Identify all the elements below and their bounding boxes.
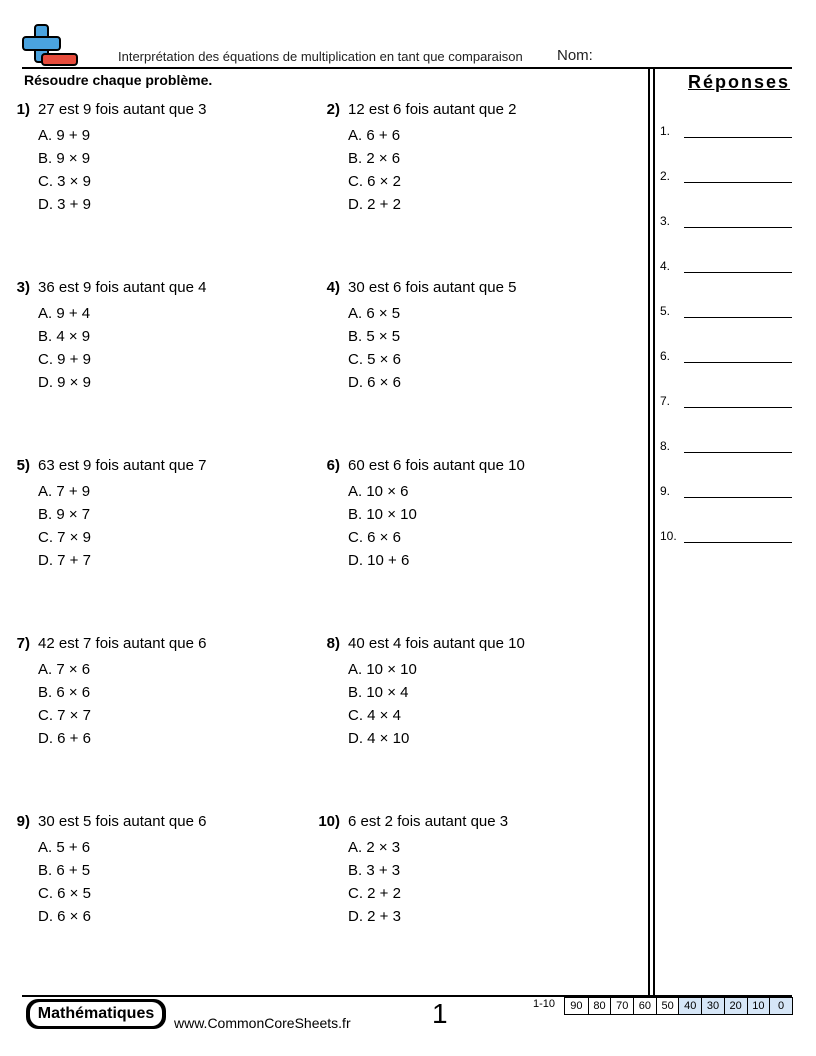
answer-label: 5. bbox=[660, 304, 671, 318]
answer-blank[interactable] bbox=[684, 452, 792, 453]
site-url[interactable]: www.CommonCoreSheets.fr bbox=[174, 1015, 351, 1031]
score-cell: 30 bbox=[701, 998, 724, 1014]
score-cell: 80 bbox=[588, 998, 611, 1014]
answer-line[interactable] bbox=[660, 259, 792, 279]
answer-label: 6. bbox=[660, 349, 671, 363]
answer-option: D. 4 × 10 bbox=[348, 730, 410, 747]
answer-option: D. 6 × 6 bbox=[348, 374, 401, 391]
answer-option: B. 10 × 4 bbox=[348, 684, 409, 701]
problem-number: 6) bbox=[326, 457, 340, 474]
answer-label: 3. bbox=[660, 214, 671, 228]
score-cell: 50 bbox=[656, 998, 679, 1014]
answer-option: B. 5 × 5 bbox=[348, 328, 401, 345]
answer-line[interactable] bbox=[660, 349, 792, 369]
answer-option: B. 6 + 5 bbox=[38, 862, 91, 879]
answer-label: 7. bbox=[660, 394, 671, 408]
score-cell: 10 bbox=[747, 998, 770, 1014]
answer-blank[interactable] bbox=[684, 497, 792, 498]
answer-option: A. 5 + 6 bbox=[38, 839, 91, 856]
top-divider bbox=[22, 67, 792, 69]
answer-option: A. 10 × 10 bbox=[348, 661, 417, 678]
answer-option: C. 6 × 6 bbox=[348, 529, 401, 546]
answer-option: B. 9 × 7 bbox=[38, 506, 91, 523]
answer-option: A. 7 + 9 bbox=[38, 483, 91, 500]
answer-option: A. 9 + 9 bbox=[38, 127, 91, 144]
answer-option: B. 10 × 10 bbox=[348, 506, 417, 523]
problem-number: 3) bbox=[16, 279, 30, 296]
answer-label: 10. bbox=[660, 529, 677, 543]
answer-option: B. 3 + 3 bbox=[348, 862, 401, 879]
answer-label: 8. bbox=[660, 439, 671, 453]
answer-option: D. 2 + 3 bbox=[348, 908, 401, 925]
answer-option: B. 2 × 6 bbox=[348, 150, 401, 167]
worksheet-title: Interprétation des équations de multiplication en tant que comparaison bbox=[118, 49, 523, 64]
answers-title: Réponses bbox=[688, 72, 791, 92]
answer-label: 9. bbox=[660, 484, 671, 498]
score-cell: 20 bbox=[724, 998, 747, 1014]
answer-option: C. 4 × 4 bbox=[348, 707, 401, 724]
instructions: Résoudre chaque problème. bbox=[24, 72, 213, 88]
answer-option: D. 9 × 9 bbox=[38, 374, 91, 391]
answer-blank[interactable] bbox=[684, 227, 792, 228]
answer-blank[interactable] bbox=[684, 182, 792, 183]
brand-label: Mathématiques bbox=[30, 1002, 162, 1026]
answer-option: C. 2 + 2 bbox=[348, 885, 401, 902]
answer-option: D. 2 + 2 bbox=[348, 196, 401, 213]
problem-statement: 40 est 4 fois autant que 10 bbox=[348, 635, 525, 652]
problem-number: 1) bbox=[16, 101, 30, 118]
answer-option: A. 9 + 4 bbox=[38, 305, 91, 322]
answer-blank[interactable] bbox=[684, 407, 792, 408]
answer-line[interactable] bbox=[660, 484, 792, 504]
problem-statement: 30 est 5 fois autant que 6 bbox=[38, 813, 207, 830]
answer-option: A. 2 × 3 bbox=[348, 839, 401, 856]
answer-blank[interactable] bbox=[684, 137, 792, 138]
answer-option: B. 4 × 9 bbox=[38, 328, 91, 345]
column-divider bbox=[648, 67, 650, 996]
problem-statement: 27 est 9 fois autant que 3 bbox=[38, 101, 207, 118]
answer-option: D. 6 + 6 bbox=[38, 730, 91, 747]
score-cell: 90 bbox=[570, 1000, 583, 1012]
score-cell: 60 bbox=[633, 998, 656, 1014]
answer-option: A. 6 × 5 bbox=[348, 305, 401, 322]
score-table bbox=[564, 997, 793, 1015]
answer-label: 1. bbox=[660, 124, 671, 138]
answer-line[interactable] bbox=[660, 124, 792, 144]
answer-option: A. 7 × 6 bbox=[38, 661, 91, 678]
problem-statement: 12 est 6 fois autant que 2 bbox=[348, 101, 517, 118]
answer-label: 2. bbox=[660, 169, 671, 183]
problem-number: 2) bbox=[326, 101, 340, 118]
answer-option: C. 7 × 9 bbox=[38, 529, 91, 546]
name-label: Nom: bbox=[557, 47, 593, 64]
answer-option: A. 10 × 6 bbox=[348, 483, 409, 500]
answer-option: A. 6 + 6 bbox=[348, 127, 401, 144]
problem-number: 7) bbox=[16, 635, 30, 652]
answer-option: B. 9 × 9 bbox=[38, 150, 91, 167]
answer-option: D. 3 + 9 bbox=[38, 196, 91, 213]
column-divider bbox=[653, 67, 655, 996]
problem-statement: 30 est 6 fois autant que 5 bbox=[348, 279, 517, 296]
problem-number: 5) bbox=[16, 457, 30, 474]
problem-statement: 36 est 9 fois autant que 4 bbox=[38, 279, 207, 296]
answer-blank[interactable] bbox=[684, 272, 792, 273]
score-cell: 40 bbox=[678, 998, 701, 1014]
answer-option: C. 3 × 9 bbox=[38, 173, 91, 190]
answer-option: B. 6 × 6 bbox=[38, 684, 91, 701]
answer-blank[interactable] bbox=[684, 362, 792, 363]
answer-line[interactable] bbox=[660, 529, 792, 549]
problem-number: 9) bbox=[16, 813, 30, 830]
answer-label: 4. bbox=[660, 259, 671, 273]
answer-option: D. 7 + 7 bbox=[38, 552, 91, 569]
answer-option: D. 10 + 6 bbox=[348, 552, 410, 569]
answer-line[interactable] bbox=[660, 394, 792, 414]
problem-number: 4) bbox=[326, 279, 340, 296]
problem-statement: 42 est 7 fois autant que 6 bbox=[38, 635, 207, 652]
score-cell: 70 bbox=[610, 998, 633, 1014]
answer-option: C. 6 × 2 bbox=[348, 173, 401, 190]
answer-blank[interactable] bbox=[684, 317, 792, 318]
score-range-label: 1-10 bbox=[533, 998, 556, 1010]
answer-line[interactable] bbox=[660, 439, 792, 459]
answer-option: C. 9 + 9 bbox=[38, 351, 91, 368]
problem-statement: 6 est 2 fois autant que 3 bbox=[348, 813, 509, 830]
answer-option: C. 5 × 6 bbox=[348, 351, 401, 368]
problem-number: 10) bbox=[318, 813, 340, 830]
answer-line[interactable] bbox=[660, 304, 792, 324]
answer-option: D. 6 × 6 bbox=[38, 908, 91, 925]
answer-option: C. 7 × 7 bbox=[38, 707, 91, 724]
answer-option: C. 6 × 5 bbox=[38, 885, 91, 902]
brand-badge bbox=[26, 999, 166, 1029]
logo-plus-minus-icon bbox=[22, 24, 82, 68]
problem-statement: 60 est 6 fois autant que 10 bbox=[348, 457, 525, 474]
page-number: 1 bbox=[432, 998, 448, 1029]
problem-number: 8) bbox=[326, 635, 340, 652]
answer-line[interactable] bbox=[660, 214, 792, 234]
score-cell: 0 bbox=[769, 998, 792, 1014]
problem-statement: 63 est 9 fois autant que 7 bbox=[38, 457, 207, 474]
answer-line[interactable] bbox=[660, 169, 792, 189]
answer-blank[interactable] bbox=[684, 542, 792, 543]
